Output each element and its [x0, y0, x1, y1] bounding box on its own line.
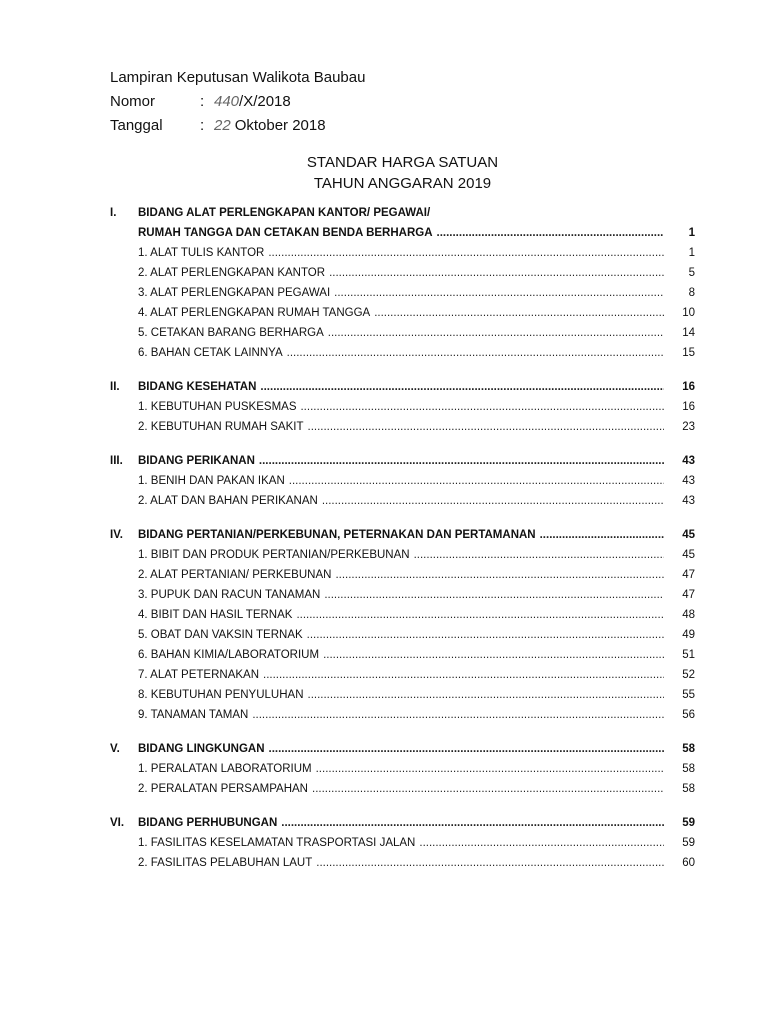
title-line-2: TAHUN ANGGARAN 2019 [313, 175, 492, 192]
toc-item-label: 4. ALAT PERLENGKAPAN RUMAH TANGGA [138, 307, 371, 319]
dot-leader [287, 343, 664, 363]
dot-leader [308, 685, 664, 705]
section-heading-row [110, 223, 695, 243]
section-entry [138, 451, 664, 471]
toc-item-page-number: 45 [682, 549, 695, 561]
toc-item-page-number: 14 [682, 327, 695, 339]
tanggal-handwritten-day: 22 [214, 117, 231, 134]
dot-leader [334, 283, 664, 303]
section-title: RUMAH TANGGA DAN CETAKAN BENDA BERHARGA [138, 227, 433, 239]
toc-item-row [110, 665, 695, 685]
toc-item-label: 2. KEBUTUHAN RUMAH SAKIT [138, 421, 304, 433]
toc-item-entry [138, 491, 664, 511]
toc-item-row [110, 471, 695, 491]
toc-item-page-number: 10 [682, 307, 695, 319]
toc-item-label: 2. ALAT PERLENGKAPAN KANTOR [138, 267, 326, 279]
toc-item-page-number: 60 [682, 857, 695, 869]
dot-leader [312, 779, 664, 799]
toc-item-label: 2. ALAT DAN BAHAN PERIKANAN [138, 495, 318, 507]
toc-section [110, 739, 695, 799]
section-entry [138, 525, 664, 545]
dot-leader [308, 417, 665, 437]
toc-item-entry [138, 323, 664, 343]
toc-item-page-number: 58 [682, 763, 695, 775]
toc-item-row [110, 645, 695, 665]
nomor-suffix: /X/2018 [239, 93, 291, 110]
dot-leader [269, 739, 665, 759]
section-title-line-1: BIDANG ALAT PERLENGKAPAN KANTOR/ PEGAWAI/ [138, 207, 431, 219]
toc-item-label: 1. ALAT TULIS KANTOR [138, 247, 265, 259]
toc-section [110, 813, 695, 873]
section-page-number: 45 [682, 529, 695, 541]
nomor-row [110, 90, 365, 114]
toc-item-label: 6. BAHAN KIMIA/LABORATORIUM [138, 649, 320, 661]
section-title: BIDANG KESEHATAN [138, 381, 257, 393]
toc-item-page-number: 52 [682, 669, 695, 681]
section-number: III. [110, 455, 123, 467]
toc-item-entry [138, 585, 664, 605]
toc-item-label: 1. FASILITAS KESELAMATAN TRASPORTASI JALAN [138, 837, 416, 849]
dot-leader [281, 813, 664, 833]
toc-item-entry [138, 853, 664, 873]
toc-item-page-number: 59 [682, 837, 695, 849]
toc-item-entry [138, 779, 664, 799]
section-heading-row [110, 525, 695, 545]
dot-leader [296, 605, 664, 625]
nomor-colon: : [200, 93, 205, 110]
toc-item-page-number: 49 [682, 629, 695, 641]
toc-item-row [110, 705, 695, 725]
section-heading-row [110, 451, 695, 471]
section-entry [138, 223, 664, 243]
toc-item-entry [138, 685, 664, 705]
toc-item-page-number: 56 [682, 709, 695, 721]
dot-leader [300, 397, 664, 417]
toc-item-entry [138, 417, 664, 437]
toc-item-row [110, 491, 695, 511]
toc-item-label: 8. KEBUTUHAN PENYULUHAN [138, 689, 304, 701]
section-title: BIDANG PERTANIAN/PERKEBUNAN, PETERNAKAN DAN PERTAMANAN [138, 529, 536, 541]
nomor-handwritten-number: 440 [214, 93, 240, 110]
section-number: VI. [110, 817, 125, 829]
section-page-number: 43 [682, 455, 695, 467]
toc-item-label: 1. BENIH DAN PAKAN IKAN [138, 475, 285, 487]
toc-item-page-number: 5 [688, 267, 695, 279]
toc-item-entry [138, 243, 664, 263]
table-of-contents [110, 203, 695, 887]
dot-leader [335, 565, 664, 585]
toc-item-label: 7. ALAT PETERNAKAN [138, 669, 260, 681]
toc-section [110, 451, 695, 511]
section-title: BIDANG LINGKUNGAN [138, 743, 265, 755]
dot-leader [260, 377, 664, 397]
dot-leader [268, 243, 664, 263]
toc-item-label: 9. TANAMAN TAMAN [138, 709, 249, 721]
dot-leader [328, 323, 664, 343]
toc-item-label: 6. BAHAN CETAK LAINNYA [138, 347, 283, 359]
toc-item-row [110, 243, 695, 263]
toc-item-page-number: 47 [682, 589, 695, 601]
toc-item-row [110, 417, 695, 437]
section-number: V. [110, 743, 120, 755]
tanggal-row [110, 114, 365, 138]
toc-item-row [110, 605, 695, 625]
toc-item-label: 2. FASILITAS PELABUHAN LAUT [138, 857, 313, 869]
toc-item-label: 4. BIBIT DAN HASIL TERNAK [138, 609, 293, 621]
dot-leader [263, 665, 664, 685]
toc-item-row [110, 585, 695, 605]
toc-item-label: 2. PERALATAN PERSAMPAHAN [138, 783, 308, 795]
toc-item-entry [138, 833, 664, 853]
toc-item-row [110, 853, 695, 873]
section-number: II. [110, 381, 120, 393]
toc-item-page-number: 43 [682, 495, 695, 507]
toc-item-row [110, 779, 695, 799]
tanggal-label: Tanggal [110, 117, 163, 134]
toc-item-entry [138, 605, 664, 625]
toc-item-entry [138, 343, 664, 363]
toc-section [110, 525, 695, 725]
toc-item-entry [138, 303, 664, 323]
toc-item-label: 1. KEBUTUHAN PUSKESMAS [138, 401, 297, 413]
toc-item-row [110, 565, 695, 585]
toc-item-label: 2. ALAT PERTANIAN/ PERKEBUNAN [138, 569, 332, 581]
dot-leader [316, 759, 664, 779]
toc-item-label: 1. PERALATAN LABORATORIUM [138, 763, 312, 775]
toc-item-page-number: 43 [682, 475, 695, 487]
toc-item-label: 3. PUPUK DAN RACUN TANAMAN [138, 589, 321, 601]
toc-item-entry [138, 565, 664, 585]
section-number: IV. [110, 529, 124, 541]
dot-leader [307, 625, 664, 645]
toc-item-page-number: 58 [682, 783, 695, 795]
dot-leader [374, 303, 664, 323]
toc-item-row [110, 263, 695, 283]
toc-item-entry [138, 645, 664, 665]
toc-item-row [110, 833, 695, 853]
toc-item-entry [138, 283, 664, 303]
toc-section [110, 377, 695, 437]
toc-item-row [110, 759, 695, 779]
dot-leader [437, 223, 664, 243]
toc-item-label: 5. OBAT DAN VAKSIN TERNAK [138, 629, 303, 641]
section-heading-row [110, 813, 695, 833]
section-heading-row [110, 377, 695, 397]
dot-leader [252, 705, 664, 725]
dot-leader [322, 491, 664, 511]
section-number: I. [110, 207, 117, 219]
section-title: BIDANG PERHUBUNGAN [138, 817, 278, 829]
section-page-number: 1 [688, 227, 695, 239]
dot-leader [259, 451, 664, 471]
toc-item-label: 3. ALAT PERLENGKAPAN PEGAWAI [138, 287, 331, 299]
dot-leader [323, 645, 664, 665]
section-page-number: 16 [682, 381, 695, 393]
section-entry [138, 739, 664, 759]
toc-item-row [110, 343, 695, 363]
toc-item-page-number: 23 [682, 421, 695, 433]
dot-leader [419, 833, 664, 853]
toc-item-row [110, 397, 695, 417]
dot-leader [316, 853, 664, 873]
toc-item-entry [138, 397, 664, 417]
toc-item-row [110, 283, 695, 303]
dot-leader [289, 471, 664, 491]
dot-leader [329, 263, 664, 283]
toc-item-page-number: 55 [682, 689, 695, 701]
toc-item-entry [138, 471, 664, 491]
header-title: Lampiran Keputusan Walikota Baubau [110, 69, 366, 86]
toc-item-page-number: 51 [682, 649, 695, 661]
section-entry [138, 813, 664, 833]
tanggal-colon: : [200, 117, 205, 134]
toc-section [110, 203, 695, 363]
document-header [110, 66, 365, 138]
nomor-label: Nomor [110, 93, 156, 110]
toc-item-page-number: 47 [682, 569, 695, 581]
toc-item-page-number: 15 [682, 347, 695, 359]
toc-item-row [110, 625, 695, 645]
section-page-number: 59 [682, 817, 695, 829]
section-heading-row [110, 203, 695, 223]
section-heading-row [110, 739, 695, 759]
toc-item-row [110, 685, 695, 705]
toc-item-page-number: 1 [688, 247, 695, 259]
toc-item-row [110, 323, 695, 343]
toc-item-label: 5. CETAKAN BARANG BERHARGA [138, 327, 324, 339]
dot-leader [540, 525, 664, 545]
toc-item-page-number: 48 [682, 609, 695, 621]
toc-item-label: 1. BIBIT DAN PRODUK PERTANIAN/PERKEBUNAN [138, 549, 410, 561]
document-title [0, 152, 768, 194]
toc-item-entry [138, 263, 664, 283]
toc-item-entry [138, 665, 664, 685]
toc-item-row [110, 545, 695, 565]
section-entry [138, 377, 664, 397]
section-title: BIDANG PERIKANAN [138, 455, 255, 467]
toc-item-row [110, 303, 695, 323]
dot-leader [414, 545, 664, 565]
toc-item-entry [138, 625, 664, 645]
toc-item-entry [138, 545, 664, 565]
title-line-1: STANDAR HARGA SATUAN [306, 154, 499, 171]
toc-item-entry [138, 759, 664, 779]
dot-leader [324, 585, 664, 605]
tanggal-month-year: Oktober 2018 [234, 117, 326, 134]
toc-item-page-number: 8 [688, 287, 695, 299]
section-page-number: 58 [682, 743, 695, 755]
toc-item-page-number: 16 [682, 401, 695, 413]
toc-item-entry [138, 705, 664, 725]
